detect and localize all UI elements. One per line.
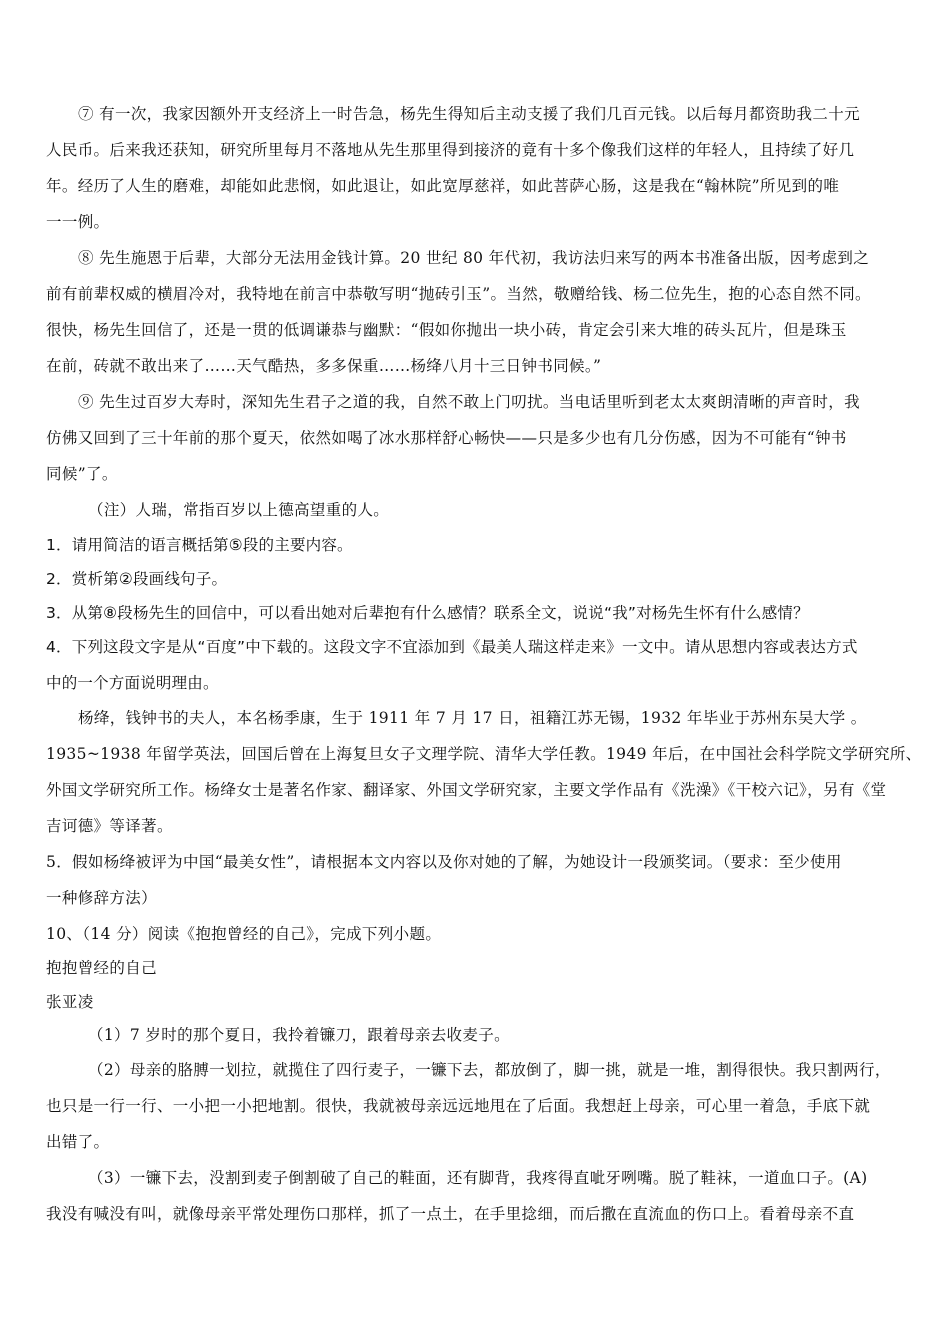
question-5-line-2: 一种修辞方法） — [46, 889, 157, 907]
article-paragraph-3-line-2: 我没有喊没有叫，就像母亲平常处理伤口那样，抓了一点土，在手里捻细，而后撒在直流血的伤口上。看着母亲不直 — [46, 1205, 855, 1223]
paragraph-7-line-3: 年。经历了人生的磨难，却能如此悲悯，如此退让，如此宽厚慈祥，如此菩萨心肠，这是我在“翰林院”所见到的唯 — [46, 177, 840, 195]
paragraph-8-line-2: 前有前辈权威的横眉冷对，我特地在前言中恭敬写明“抛砖引玉”。当然，敬赠给钱、杨二位先生，抱的心态自然不同。 — [46, 285, 871, 303]
paragraph-9-line-1: ⑨ 先生过百岁大寿时，深知先生君子之道的我，自然不敢上门叨扰。当电话里听到老太太爽朗清晰的声音时，我 — [78, 393, 860, 411]
paragraph-9-line-3: 同候”了。 — [46, 465, 118, 483]
article-paragraph-3-line-1: （3）一镰下去，没割到麦子倒割破了自己的鞋面，还有脚背，我疼得直呲牙咧嘴。脱了鞋袜，一道血口子。(A) — [88, 1169, 868, 1187]
question-5-line-1: 5．假如杨绛被评为中国“最美女性”，请根据本文内容以及你对她的了解，为她设计一段颁奖词。（要求：至少使用 — [46, 853, 842, 871]
article-paragraph-1: （1）7 岁时的那个夏日，我拎着镰刀，跟着母亲去收麦子。 — [88, 1026, 510, 1044]
paragraph-9-line-2: 仿佛又回到了三十年前的那个夏天，依然如喝了冰水那样舒心畅快——只是多少也有几分伤感，因为不可能有“钟书 — [46, 429, 847, 447]
paragraph-7-line-4: 一一例。 — [46, 213, 110, 231]
article-paragraph-2-line-3: 出错了。 — [46, 1133, 110, 1151]
question-4-line-2: 中的一个方面说明理由。 — [46, 674, 219, 692]
article-paragraph-2-line-1: （2）母亲的胳膊一划拉，就揽住了四行麦子，一镰下去，都放倒了，脚一挑，就是一堆，割得很快。我只割两行， — [88, 1061, 891, 1079]
question-4-line-1: 4．下列这段文字是从“百度”中下载的。这段文字不宜添加到《最美人瑞这样走来》一文中。请从思想内容或表达方式 — [46, 638, 858, 656]
article-paragraph-2-line-2: 也只是一行一行、一小把一小把地割。很快，我就被母亲远远地甩在了后面。我想赶上母亲，可心里一着急，手底下就 — [46, 1097, 871, 1115]
question-1: 1．请用简洁的语言概括第⑤段的主要内容。 — [46, 536, 353, 554]
paragraph-8-line-1: ⑧ 先生施恩于后辈，大部分无法用金钱计算。20 世纪 80 年代初，我访法归来写的两本书准备出版，因考虑到之 — [78, 249, 870, 267]
paragraph-7-line-2: 人民币。后来我还获知，研究所里每月不落地从先生那里得到接济的竟有十多个像我们这样的年轻人，且持续了好几 — [46, 141, 855, 159]
paragraph-7-line-1: ⑦ 有一次，我家因额外开支经济上一时告急，杨先生得知后主动支援了我们几百元钱。以后每月都资助我二十元 — [78, 105, 860, 123]
paragraph-8-line-4: 在前，砖就不敢出来了……天气酷热，多多保重……杨绛八月十三日钟书同候。” — [46, 357, 602, 375]
article-author: 张亚凌 — [46, 993, 94, 1011]
baidu-excerpt-line-1: 杨绛，钱钟书的夫人，本名杨季康，生于 1911 年 7 月 17 日，祖籍江苏无锡，1932 年毕业于苏州东吴大学 。 — [78, 709, 867, 727]
question-3: 3．从第⑧段杨先生的回信中，可以看出她对后辈抱有什么感情？联系全文，说说“我”对杨先生怀有什么感情？ — [46, 604, 809, 622]
baidu-excerpt-line-3: 外国文学研究所工作。杨绛女士是著名作家、翻译家、外国文学研究家，主要文学作品有《洗澡》《干校六记》，另有《堂 — [46, 781, 887, 799]
baidu-excerpt-line-4: 吉诃德》等译著。 — [46, 817, 173, 835]
baidu-excerpt-line-2: 1935~1938 年留学英法，回国后曾在上海复旦女子文理学院、清华大学任教。1949 年后，在中国社会科学院文学研究所、 — [46, 745, 922, 763]
question-2: 2．赏析第②段画线句子。 — [46, 570, 228, 588]
section-10-heading: 10、（14 分）阅读《抱抱曾经的自己》，完成下列小题。 — [46, 925, 442, 943]
paragraph-8-line-3: 很快，杨先生回信了，还是一贯的低调谦恭与幽默：“假如你抛出一块小砖，肯定会引来大堆的砖头瓦片，但是珠玉 — [46, 321, 847, 339]
article-title: 抱抱曾经的自己 — [46, 959, 157, 977]
annotation-note: （注）人瑞，常指百岁以上德高望重的人。 — [88, 501, 390, 519]
